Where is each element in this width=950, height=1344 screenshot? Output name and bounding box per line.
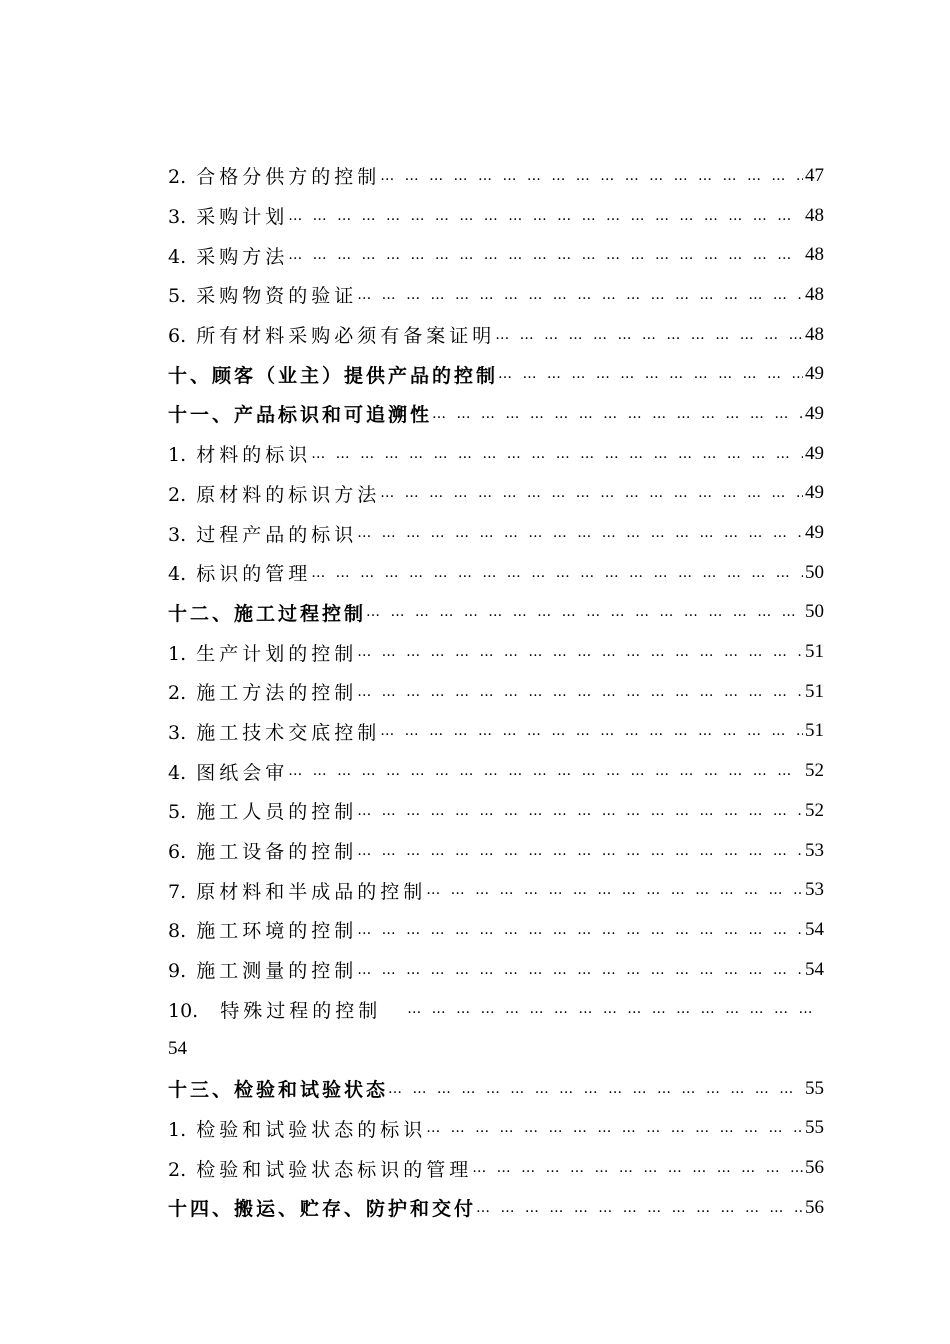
toc-entry-text: 生产计划的控制 xyxy=(196,642,358,665)
toc-entry-text: 采购物资的验证 xyxy=(196,285,358,308)
toc-section-heading[interactable] xyxy=(168,1069,824,1109)
toc-entry-text: 施工环境的控制 xyxy=(196,920,358,943)
toc-entry-text: 合格分供方的控制 xyxy=(196,166,381,189)
toc-entry-text: 十二、施工过程控制 xyxy=(168,602,367,625)
toc-entry[interactable] xyxy=(168,553,824,593)
toc-entry-text: 特殊过程的控制 xyxy=(220,999,382,1022)
toc-dot-leader xyxy=(476,1200,803,1216)
toc-entry-text: 过程产品的标识 xyxy=(196,523,358,546)
toc-entry[interactable] xyxy=(168,474,824,514)
toc-entry-number: 10. xyxy=(168,999,199,1022)
toc-entry-page: 56 xyxy=(805,1196,824,1218)
toc-dot-leader xyxy=(498,366,803,382)
toc-entry-number: 5. xyxy=(168,801,187,824)
toc-dot-leader xyxy=(288,208,803,224)
toc-entry-number: 4. xyxy=(168,563,187,586)
toc-section-heading[interactable] xyxy=(168,394,824,434)
toc-entry-label xyxy=(168,281,357,308)
toc-dot-leader xyxy=(357,525,803,541)
toc-section-heading[interactable] xyxy=(168,593,824,633)
toc-entry-page: 52 xyxy=(805,760,824,782)
toc-entry-text: 十一、产品标识和可追溯性 xyxy=(168,404,433,427)
toc-dot-leader xyxy=(357,803,803,819)
toc-dot-leader xyxy=(388,1081,803,1097)
toc-entry-10-page-line xyxy=(168,1029,824,1069)
toc-dot-leader xyxy=(380,723,803,739)
toc-entry-number: 2. xyxy=(168,166,187,189)
toc-entry-page: 49 xyxy=(805,402,824,424)
toc-dot-leader xyxy=(495,327,803,343)
toc-entry-text: 施工技术交底控制 xyxy=(196,721,381,744)
toc-entry-label xyxy=(168,202,288,229)
toc-entry-page: 50 xyxy=(805,561,824,583)
toc-list-top xyxy=(168,156,824,989)
toc-entry[interactable] xyxy=(168,1109,824,1149)
toc-entry-label xyxy=(168,758,288,785)
toc-entry-label xyxy=(168,1075,388,1102)
toc-entry-page: 48 xyxy=(805,283,824,305)
toc-entry-label xyxy=(168,162,380,189)
toc-entry-page: 47 xyxy=(805,164,824,186)
toc-entry-page: 53 xyxy=(805,879,824,901)
toc-dot-leader xyxy=(380,168,803,184)
toc-entry-number: 4. xyxy=(168,245,187,268)
toc-entry-text: 十三、检验和试验状态 xyxy=(168,1079,389,1102)
toc-dot-leader xyxy=(357,644,803,660)
toc-entry-number: 2. xyxy=(168,1158,187,1181)
toc-entry-text: 图纸会审 xyxy=(196,761,289,784)
toc-entry-page: 55 xyxy=(805,1117,824,1139)
toc-entry-number: 9. xyxy=(168,960,187,983)
toc-entry-number: 3. xyxy=(168,523,187,546)
toc-entry-label xyxy=(168,996,407,1023)
toc-entry-label xyxy=(168,877,426,904)
toc-entry-number: 4. xyxy=(168,761,187,784)
toc-dot-leader xyxy=(357,843,803,859)
toc-entry-text: 施工设备的控制 xyxy=(196,841,358,864)
toc-dot-leader xyxy=(288,763,803,779)
toc-entry[interactable] xyxy=(168,950,824,990)
toc-section-heading[interactable] xyxy=(168,1188,824,1228)
toc-entry-text: 检验和试验状态的标识 xyxy=(196,1118,427,1141)
toc-entry-page: 54 xyxy=(168,1037,187,1059)
toc-entry-label xyxy=(168,400,432,427)
toc-dot-leader xyxy=(357,962,803,978)
toc-dot-leader xyxy=(407,1001,822,1017)
toc-entry[interactable] xyxy=(168,434,824,474)
toc-entry-label xyxy=(168,718,380,745)
toc-entry-number: 6. xyxy=(168,325,187,348)
toc-entry-text: 原材料和半成品的控制 xyxy=(196,880,427,903)
toc-entry[interactable] xyxy=(168,156,824,196)
toc-entry-label xyxy=(168,916,357,943)
toc-dot-leader xyxy=(472,1160,803,1176)
toc-entry-page: 51 xyxy=(805,641,824,663)
toc-entry-text: 施工人员的控制 xyxy=(196,801,358,824)
toc-entry-label xyxy=(168,559,311,586)
toc-entry-page: 51 xyxy=(805,680,824,702)
toc-entry-page: 50 xyxy=(805,601,824,623)
toc-section-heading[interactable] xyxy=(168,354,824,394)
toc-entry-page: 51 xyxy=(805,720,824,742)
toc-entry-text: 施工测量的控制 xyxy=(196,960,358,983)
toc-entry-number: 1. xyxy=(168,444,187,467)
toc-entry-text: 标识的管理 xyxy=(196,563,312,586)
toc-entry-label xyxy=(168,1155,472,1182)
toc-entry-10[interactable] xyxy=(168,989,824,1029)
toc-entry[interactable] xyxy=(168,513,824,553)
toc-dot-leader xyxy=(426,1120,803,1136)
toc-entry-text: 原材料的标识方法 xyxy=(196,483,381,506)
toc-entry-label xyxy=(168,480,380,507)
toc-dot-leader xyxy=(357,287,803,303)
toc-entry-label xyxy=(168,599,366,626)
toc-entry-page: 48 xyxy=(805,323,824,345)
toc-dot-leader xyxy=(357,684,803,700)
toc-entry[interactable] xyxy=(168,235,824,275)
toc-entry-number: 6. xyxy=(168,841,187,864)
toc-entry-number: 1. xyxy=(168,1118,187,1141)
toc-entry-text: 采购方法 xyxy=(196,245,289,268)
toc-entry-number: 3. xyxy=(168,721,187,744)
toc-entry-label xyxy=(168,361,498,388)
toc-entry-number: 8. xyxy=(168,920,187,943)
toc-entry-label xyxy=(168,678,357,705)
toc-entry[interactable] xyxy=(168,1148,824,1188)
toc-dot-leader xyxy=(311,565,803,581)
toc-dot-leader xyxy=(311,446,803,462)
toc-entry-number: 5. xyxy=(168,285,187,308)
toc-entry-number: 7. xyxy=(168,880,187,903)
toc-entry-page: 49 xyxy=(805,442,824,464)
toc-entry-page: 55 xyxy=(805,1077,824,1099)
toc-entry-number: 1. xyxy=(168,642,187,665)
toc-list-bottom xyxy=(168,1069,824,1228)
toc-entry-page: 48 xyxy=(805,204,824,226)
toc-entry-label xyxy=(168,639,357,666)
toc-entry-label xyxy=(168,321,495,348)
toc-entry-label xyxy=(168,520,357,547)
toc-entry-page: 48 xyxy=(805,244,824,266)
toc-entry[interactable] xyxy=(168,751,824,791)
toc-entry-number: 2. xyxy=(168,483,187,506)
toc-entry-page: 54 xyxy=(805,918,824,940)
toc-dot-leader xyxy=(426,882,803,898)
toc-entry-number: 3. xyxy=(168,206,187,229)
toc-entry-page: 54 xyxy=(805,958,824,980)
toc-entry-text: 施工方法的控制 xyxy=(196,682,358,705)
toc-entry-text: 十、顾客（业主）提供产品的控制 xyxy=(168,364,499,387)
toc-entry-text: 材料的标识 xyxy=(196,444,312,467)
toc-dot-leader xyxy=(380,485,803,501)
toc-entry-text: 检验和试验状态标识的管理 xyxy=(196,1158,473,1181)
toc-entry-text: 所有材料采购必须有备案证明 xyxy=(196,325,496,348)
toc-entry[interactable] xyxy=(168,870,824,910)
toc-entry-page: 49 xyxy=(805,522,824,544)
toc-dot-leader xyxy=(288,247,803,263)
toc-entry[interactable] xyxy=(168,831,824,871)
toc-entry-number: 2. xyxy=(168,682,187,705)
toc-entry[interactable] xyxy=(168,712,824,752)
toc-entry-page: 52 xyxy=(805,799,824,821)
toc-entry-label xyxy=(168,797,357,824)
toc-entry-page: 56 xyxy=(805,1157,824,1179)
toc-entry-page: 49 xyxy=(805,363,824,385)
toc-entry[interactable] xyxy=(168,275,824,315)
toc-entry[interactable] xyxy=(168,632,824,672)
table-of-contents xyxy=(168,156,824,1228)
toc-entry-label xyxy=(168,837,357,864)
toc-entry-label xyxy=(168,1115,426,1142)
toc-entry[interactable] xyxy=(168,910,824,950)
toc-entry-page: 53 xyxy=(805,839,824,861)
toc-entry-text: 采购计划 xyxy=(196,206,289,229)
toc-dot-leader xyxy=(357,922,803,938)
toc-entry-label xyxy=(168,1194,476,1221)
toc-entry[interactable] xyxy=(168,315,824,355)
toc-entry[interactable] xyxy=(168,791,824,831)
toc-entry[interactable] xyxy=(168,672,824,712)
toc-entry[interactable] xyxy=(168,196,824,236)
toc-dot-leader xyxy=(432,406,803,422)
toc-entry-label xyxy=(168,242,288,269)
toc-entry-label xyxy=(168,956,357,983)
toc-dot-leader xyxy=(366,604,803,620)
toc-entry-label xyxy=(168,440,311,467)
toc-entry-page: 49 xyxy=(805,482,824,504)
toc-entry-text: 十四、搬运、贮存、防护和交付 xyxy=(168,1198,477,1221)
